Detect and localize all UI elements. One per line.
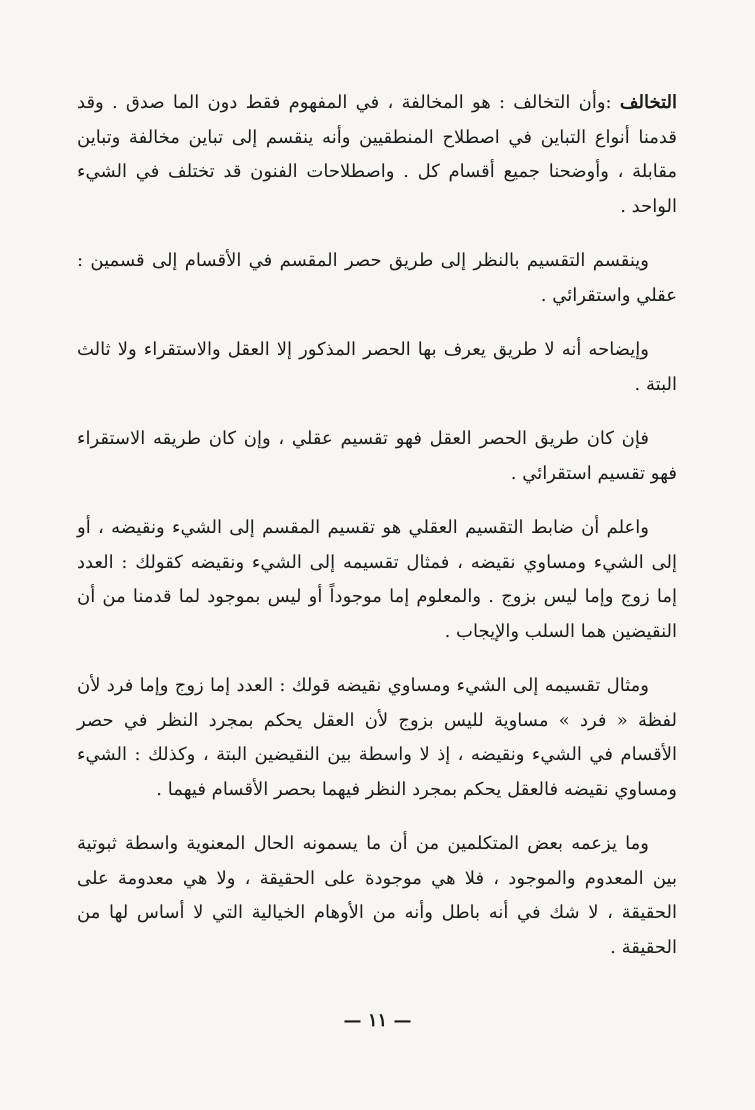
paragraph-refutation: وما يزعمه بعض المتكلمين من أن ما يسمونه الحال المعنوية واسطة ثبوتية بين المعدوم والموجود ، فلا هي موجودة على الحقيقة ، ولا هي معدومة على الحقيقة ، لا شك في أنه باطل وأنه من الأوهام الخيالية التي لا أساس لها من الحقيقة . (77, 833, 677, 958)
paragraph-explanation: وإيضاحه أنه لا طريق يعرف بها الحصر المذكور إلا العقل والاستقراء ولا ثالث البتة . (77, 339, 677, 395)
paragraph-term: التخالف (619, 92, 677, 113)
paragraph-text: :وأن التخالف : هو المخالفة ، في المفهوم فقط دون الما صدق . وقد قدمنا أنواع التباين في اصطلاح المنطقيين وأنه ينقسم إلى تباين مخالفة وتباين مقابلة ، وأوضحنا جميع أقسام كل . واصطلاحات الفنون قد تختلف في الشيء الواحد . (77, 92, 677, 217)
paragraph-division: وينقسم التقسيم بالنظر إلى طريق حصر المقسم في الأقسام إلى قسمين : عقلي واستقرائي . (77, 250, 677, 306)
paragraph-condition: فإن كان طريق الحصر العقل فهو تقسيم عقلي ، وإن كان طريقه الاستقراء فهو تقسيم استقرائي . (77, 428, 677, 484)
page-number: — ١١ — (343, 1010, 412, 1031)
body-text (77, 86, 677, 985)
paragraph-definition (77, 86, 677, 224)
paragraph-rule: واعلم أن ضابط التقسيم العقلي هو تقسيم المقسم إلى الشيء ونقيضه ، أو إلى الشيء ومساوي نقيضه ، فمثال تقسيمه إلى الشيء ونقيضه كقولك : العدد إما زوج وإما ليس بزوج . والمعلوم إما موجوداً أو ليس بموجود لما قدمنا من أن النقيضين هما السلب والإيجاب . (77, 517, 677, 642)
paragraph-example: ومثال تقسيمه إلى الشيء ومساوي نقيضه قولك : العدد إما زوج وإما فرد لأن لفظة « فرد » مساوية لليس بزوج لأن العقل يحكم بمجرد النظر في حصر الأقسام في الشيء ونقيضه ، إذ لا واسطة بين النقيضين البتة ، وكذلك : الشيء ومساوي نقيضه فالعقل يحكم بمجرد النظر فيهما بحصر الأقسام فيهما . (77, 675, 677, 800)
